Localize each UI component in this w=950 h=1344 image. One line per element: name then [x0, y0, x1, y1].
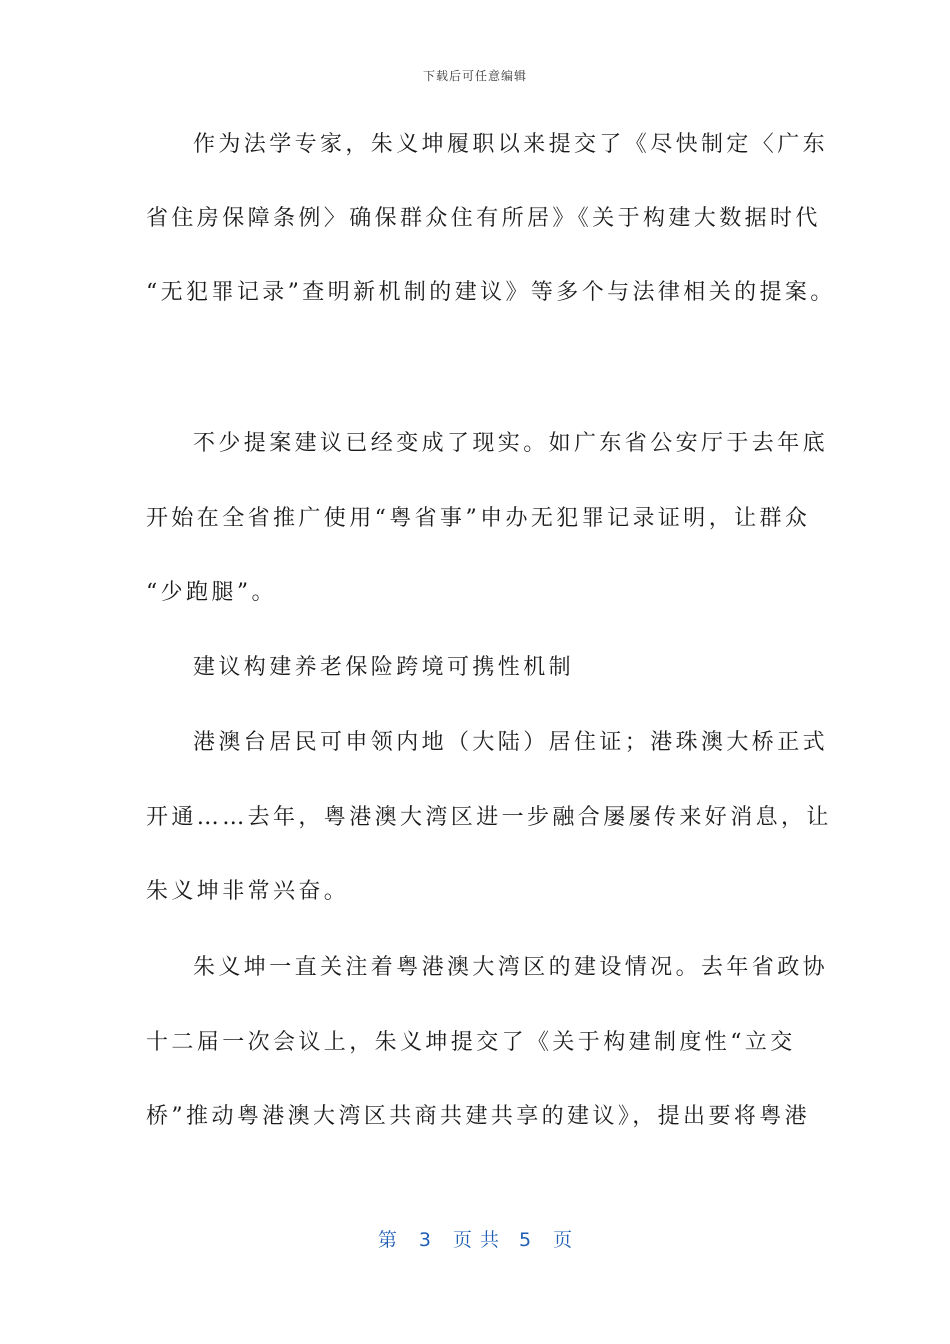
page-header-note: 下载后可任意编辑 [422, 69, 527, 83]
body-line: 作为法学专家，朱义坤履职以来提交了《尽快制定〈广东 [193, 132, 829, 157]
section-heading: 建议构建养老保险跨境可携性机制 [193, 655, 575, 680]
body-line: 开始在全省推广使用“粤省事”申办无犯罪记录证明，让群众 [146, 506, 811, 531]
footer-prefix: 第 [377, 1229, 397, 1251]
body-line: 桥”推动粤港澳大湾区共商共建共享的建议》，提出要将粤港 [146, 1104, 811, 1129]
body-line: 省住房保障条例〉确保群众住有所居》《关于构建大数据时代 [146, 206, 821, 231]
body-line: 不少提案建议已经变成了现实。如广东省公安厅于去年底 [193, 431, 829, 456]
body-line: 朱义坤非常兴奋。 [146, 879, 350, 904]
body-line: 开通……去年，粤港澳大湾区进一步融合屡屡传来好消息，让 [146, 805, 832, 830]
current-page-number: 3 [418, 1229, 431, 1251]
page-footer [0, 1225, 950, 1252]
footer-suffix: 页 [553, 1229, 573, 1251]
total-pages-number: 5 [519, 1229, 532, 1251]
body-line: 港澳台居民可申领内地（大陆）居住证；港珠澳大桥正式 [193, 730, 829, 755]
body-line: “少跑腿”。 [146, 580, 277, 605]
footer-middle: 页共 [452, 1229, 507, 1251]
body-line: 十二届一次会议上，朱义坤提交了《关于构建制度性“立交 [146, 1030, 796, 1055]
body-line: 朱义坤一直关注着粤港澳大湾区的建设情况。去年省政协 [193, 955, 829, 980]
body-line: “无犯罪记录”查明新机制的建议》等多个与法律相关的提案。 [146, 280, 836, 305]
